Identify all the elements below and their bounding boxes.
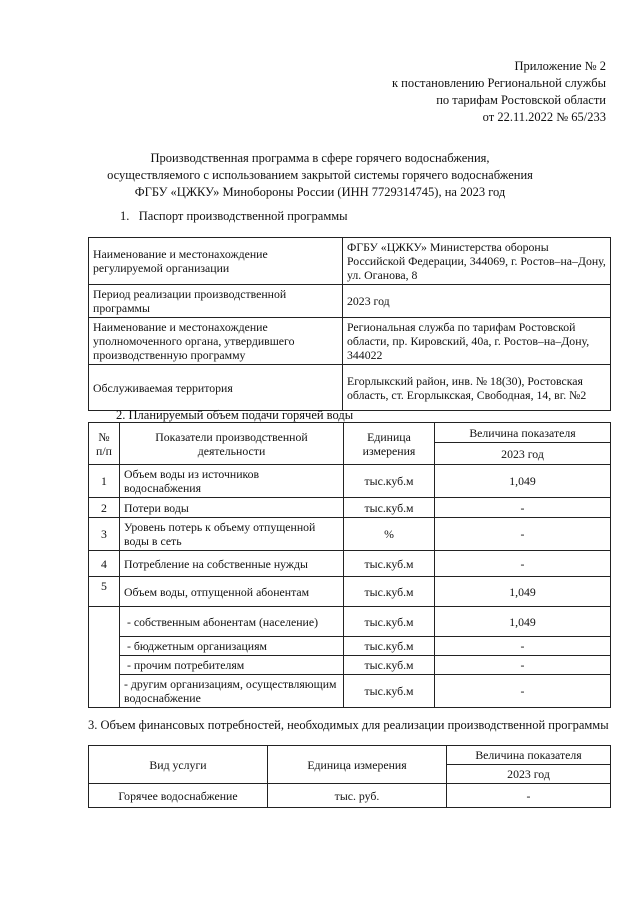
row-indicator: Потери воды <box>120 498 344 518</box>
row-indicator: Объем воды из источников водоснабжения <box>120 465 344 498</box>
col-header-num: № п/п <box>89 423 120 465</box>
row-num: 5 <box>89 577 120 607</box>
section3-heading: 3. Объем финансовых потребностей, необходимых для реализации производственной программы <box>88 718 609 732</box>
table-row <box>89 518 611 551</box>
passport-value: ФГБУ «ЦЖКУ» Министерства обороны Российской Федерации, 344069, г. Ростов–на–Дону, ул. Оганова, 8 <box>343 238 611 285</box>
subrow-unit: тыс.куб.м <box>344 637 435 656</box>
table-header-row <box>89 746 611 765</box>
row-value: 1,049 <box>435 577 611 607</box>
subrow-indicator: - собственным абонентам (население) <box>120 607 344 637</box>
row-value: - <box>447 784 611 808</box>
appendix-header <box>306 58 606 126</box>
row-num: 4 <box>89 551 120 577</box>
subrow-value: 1,049 <box>435 607 611 637</box>
col-header-value: Величина показателя <box>447 746 611 765</box>
section2-heading: 2. Планируемый объем подачи горячей воды <box>116 408 354 422</box>
finance-table <box>88 745 611 808</box>
table-row <box>89 318 611 365</box>
appendix-line: по тарифам Ростовской области <box>436 93 606 107</box>
row-num: 1 <box>89 465 120 498</box>
passport-value: Егорлыкский район, инв. № 18(30), Ростовская область, ст. Егорлыкская, Свободная, 14, вг. №2 <box>343 365 611 411</box>
row-indicator: Объем воды, отпущенной абонентам <box>120 577 344 607</box>
row-indicator: Уровень потерь к объему отпущенной воды в сеть <box>120 518 344 551</box>
table-subrow <box>89 607 611 637</box>
row-unit: % <box>344 518 435 551</box>
col-header-service: Вид услуги <box>89 746 268 784</box>
row-unit: тыс.куб.м <box>344 465 435 498</box>
table-row <box>89 238 611 285</box>
passport-value: 2023 год <box>343 285 611 318</box>
table-row <box>89 577 611 607</box>
water-volume-table <box>88 422 611 708</box>
title-line: осуществляемого с использованием закрытой системы горячего водоснабжения <box>107 168 533 182</box>
col-header-year: 2023 год <box>435 443 611 465</box>
passport-table <box>88 237 611 411</box>
row-unit: тыс.куб.м <box>344 498 435 518</box>
col-header-value: Величина показателя <box>435 423 611 443</box>
passport-value: Региональная служба по тарифам Ростовской области, пр. Кировский, 40а, г. Ростов–на–Дону, 344022 <box>343 318 611 365</box>
subrow-indicator: - бюджетным организациям <box>120 637 344 656</box>
title-line: ФГБУ «ЦЖКУ» Минобороны России (ИНН 7729314745), на 2023 год <box>134 185 506 199</box>
table-row <box>89 285 611 318</box>
table-header-row <box>89 423 611 443</box>
row-indicator: Потребление на собственные нужды <box>120 551 344 577</box>
row-unit: тыс.куб.м <box>344 551 435 577</box>
col-header-year: 2023 год <box>447 765 611 784</box>
col-header-unit: Единица измерения <box>344 423 435 465</box>
subrow-indicator: - другим организациям, осуществляющим водоснабжение <box>120 675 344 708</box>
row-value: - <box>435 518 611 551</box>
document-title <box>60 150 580 201</box>
row-unit: тыс. руб. <box>268 784 447 808</box>
row-num: 3 <box>89 518 120 551</box>
passport-label: Наименование и местонахождение уполномоченного органа, утвердившего производственную программу <box>89 318 343 365</box>
table-row <box>89 784 611 808</box>
table-subrow <box>89 675 611 708</box>
section1-heading: 1. Паспорт производственной программы <box>120 209 348 223</box>
subrow-value: - <box>435 675 611 708</box>
table-subrow <box>89 656 611 675</box>
row-value: 1,049 <box>435 465 611 498</box>
row-service: Горячее водоснабжение <box>89 784 268 808</box>
row-unit: тыс.куб.м <box>344 577 435 607</box>
row-value: - <box>435 498 611 518</box>
col-header-indicator: Показатели производственной деятельности <box>120 423 344 465</box>
subrow-value: - <box>435 637 611 656</box>
subrow-unit: тыс.куб.м <box>344 607 435 637</box>
passport-label: Обслуживаемая территория <box>89 365 343 411</box>
col-header-unit: Единица измерения <box>268 746 447 784</box>
table-row <box>89 551 611 577</box>
row-num: 2 <box>89 498 120 518</box>
appendix-line: от 22.11.2022 № 65/233 <box>482 110 606 124</box>
subrow-unit: тыс.куб.м <box>344 675 435 708</box>
subrow-indicator: - прочим потребителям <box>120 656 344 675</box>
title-line: Производственная программа в сфере горячего водоснабжения, <box>150 151 490 165</box>
appendix-line: Приложение № 2 <box>514 59 606 73</box>
table-row <box>89 465 611 498</box>
subrow-value: - <box>435 656 611 675</box>
table-row <box>89 365 611 411</box>
subrow-unit: тыс.куб.м <box>344 656 435 675</box>
passport-label: Наименование и местонахождение регулируемой организации <box>89 238 343 285</box>
table-row <box>89 498 611 518</box>
row-value: - <box>435 551 611 577</box>
table-subrow <box>89 637 611 656</box>
empty-num-cell <box>89 607 120 708</box>
passport-label: Период реализации производственной программы <box>89 285 343 318</box>
appendix-line: к постановлению Региональной службы <box>391 76 606 90</box>
